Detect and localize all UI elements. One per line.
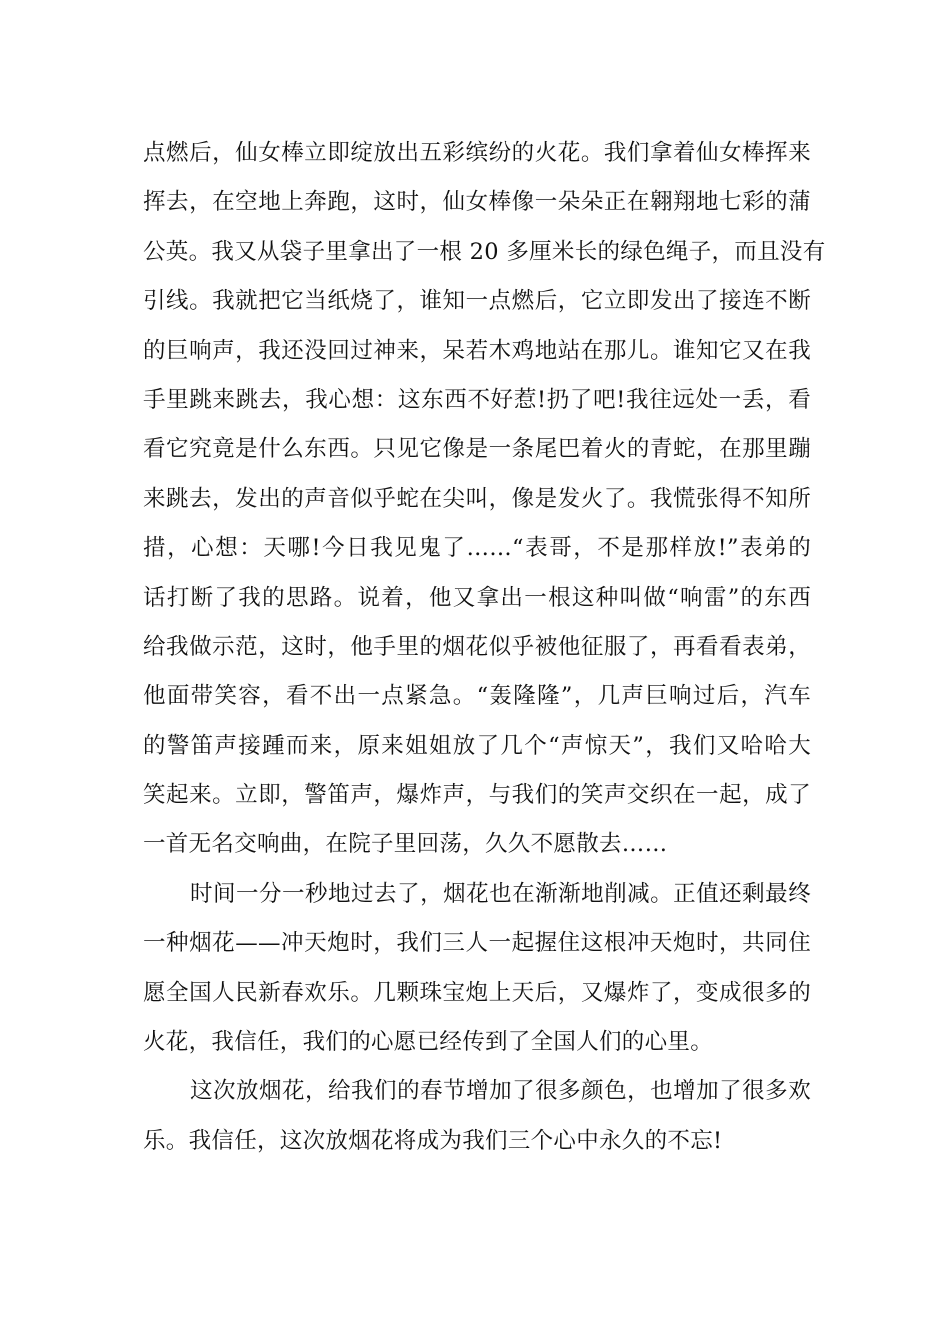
text-line: 乐。我信任，这次放烟花将成为我们三个心中永久的不忘!: [143, 1127, 723, 1154]
text-line: 引线。我就把它当纸烧了，谁知一点燃后，它立即发出了接连不断: [143, 288, 811, 315]
text-line: 的巨响声，我还没回过神来，呆若木鸡地站在那儿。谁知它又在我: [143, 337, 811, 364]
text-line: 火花，我信任，我们的心愿已经传到了全国人们的心里。: [143, 1029, 714, 1056]
text-line: 的警笛声接踵而来，原来姐姐放了几个“声惊天”，我们又哈哈大: [143, 732, 811, 759]
text-line: 给我做示范，这时，他手里的烟花似乎被他征服了，再看看表弟，: [143, 633, 811, 660]
text-line: 手里跳来跳去，我心想：这东西不好惹!扔了吧!我往远处一丢，看: [143, 386, 811, 413]
paragraph-1: [143, 129, 826, 870]
text-line: 这次放烟花，给我们的春节增加了很多颜色，也增加了很多欢: [190, 1078, 811, 1105]
text-line: 他面带笑容，看不出一点紧急。“轰隆隆”，几声巨响过后，汽车: [143, 683, 811, 710]
text-line: 点燃后，仙女棒立即绽放出五彩缤纷的火花。我们拿着仙女棒挥来: [143, 140, 811, 166]
paragraph-2: [143, 870, 811, 1068]
text-line: 挥去，在空地上奔跑，这时，仙女棒像一朵朵正在翱翔地七彩的蒲: [143, 189, 811, 216]
text-line: 笑起来。立即，警笛声，爆炸声，与我们的笑声交织在一起，成了: [143, 782, 811, 809]
text-line: 看它究竟是什么东西。只见它像是一条尾巴着火的青蛇，在那里蹦: [143, 436, 811, 463]
text-line: 措，心想：天哪!今日我见鬼了……“表哥，不是那样放!”表弟的: [143, 535, 811, 562]
text-line: 时间一分一秒地过去了，烟花也在渐渐地削减。正值还剩最终: [190, 880, 811, 907]
text-line: 一首无名交响曲，在院子里回荡，久久不愿散去……: [143, 831, 668, 858]
text-line: 话打断了我的思路。说着，他又拿出一根这种叫做“响雷”的东西: [143, 584, 811, 611]
text-line: 来跳去，发出的声音似乎蛇在尖叫，像是发火了。我慌张得不知所: [143, 485, 811, 512]
text-line: 公英。我又从袋子里拿出了一根 20 多厘米长的绿色绳子，而且没有: [143, 238, 826, 265]
paragraph-3: [143, 1067, 811, 1166]
body-text: [143, 129, 826, 1166]
text-line: 一种烟花——冲天炮时，我们三人一起握住这根冲天炮时，共同住: [143, 930, 811, 957]
text-line: 愿全国人民新春欢乐。几颗珠宝炮上天后，又爆炸了，变成很多的: [143, 979, 811, 1006]
